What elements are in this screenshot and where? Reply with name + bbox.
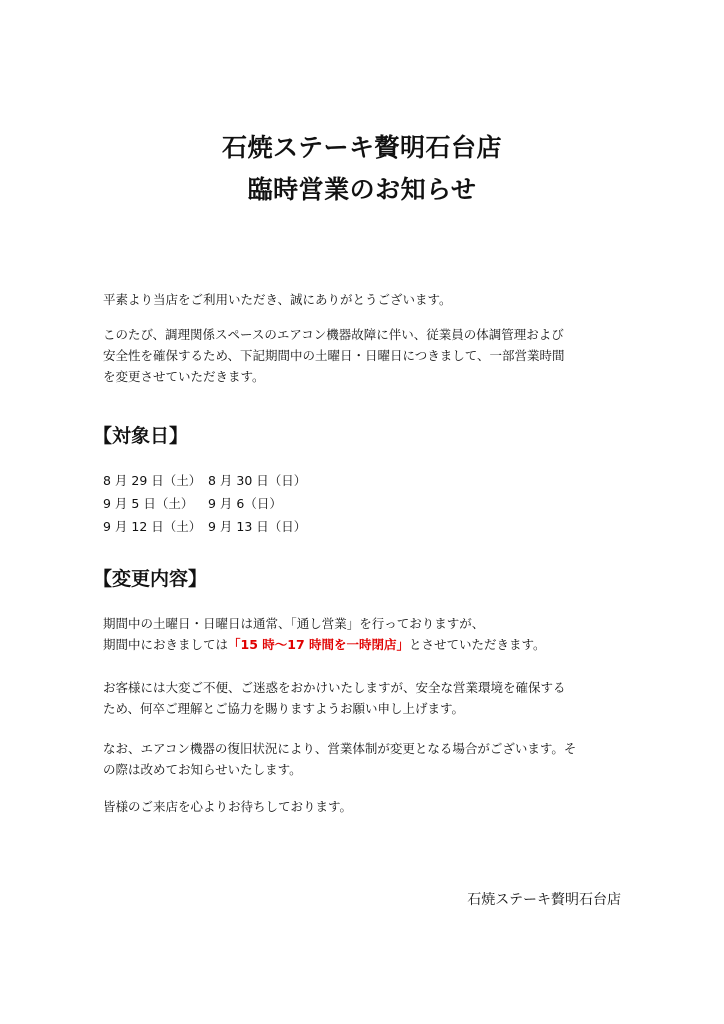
apology-paragraph	[103, 677, 566, 719]
note-paragraph	[103, 738, 576, 780]
changes-line-2-prefix: 期間中におきましては	[103, 637, 229, 652]
title-line-1: 石焼ステーキ贅明石台店	[221, 133, 502, 162]
closed-hours-highlight: 「15 時～17 時間を一時閉店」	[228, 637, 410, 652]
note-line-1: なお、エアコン機器の復旧状況により、営業体制が変更となる場合がございます。そ	[103, 741, 577, 756]
date-sunday: 8 月 30 日（日）	[208, 473, 307, 488]
changes-heading: 【変更内容】	[93, 568, 208, 590]
store-signature: 石焼ステーキ贅明石台店	[467, 892, 621, 908]
date-sunday: 9 月 13 日（日）	[208, 519, 307, 534]
changes-line-2-suffix: とさせていただきます。	[409, 637, 546, 652]
apology-line-1: お客様には大変ご不便、ご迷惑をおかけいたしますが、安全な営業環境を確保する	[103, 680, 566, 695]
greeting-text: 平素より当店をご利用いただき、誠にありがとうございます。	[103, 292, 452, 307]
intro-paragraph	[103, 324, 565, 387]
changes-paragraph	[103, 613, 546, 655]
date-row	[103, 517, 306, 535]
title-line-2: 臨時営業のお知らせ	[247, 175, 477, 204]
date-saturday: 8 月 29 日（土）	[103, 473, 202, 488]
date-row	[103, 494, 282, 512]
date-saturday: 9 月 5 日（土）	[103, 496, 194, 511]
date-row	[103, 471, 306, 489]
changes-line-2	[103, 634, 546, 655]
note-line-2: の際は改めてお知らせいたします。	[103, 762, 302, 777]
intro-line-1: このたび、調理関係スペースのエアコン機器故障に伴い、従業員の体調管理および	[103, 327, 564, 342]
date-saturday: 9 月 12 日（土）	[103, 519, 202, 534]
changes-line-1: 期間中の土曜日・日曜日は通常、「通し営業」を行っておりますが、	[103, 616, 485, 631]
intro-line-3: を変更させていただきます。	[103, 369, 265, 384]
closing-text: 皆様のご来店を心よりお待ちしております。	[103, 799, 353, 814]
dates-heading: 【対象日】	[93, 425, 189, 447]
intro-line-2: 安全性を確保するため、下記期間中の土曜日・日曜日につきまして、一部営業時間	[103, 348, 565, 363]
apology-line-2: ため、何卒ご理解とご協力を賜りますようお願い申し上げます。	[103, 701, 465, 716]
date-sunday: 9 月 6（日）	[208, 496, 282, 511]
